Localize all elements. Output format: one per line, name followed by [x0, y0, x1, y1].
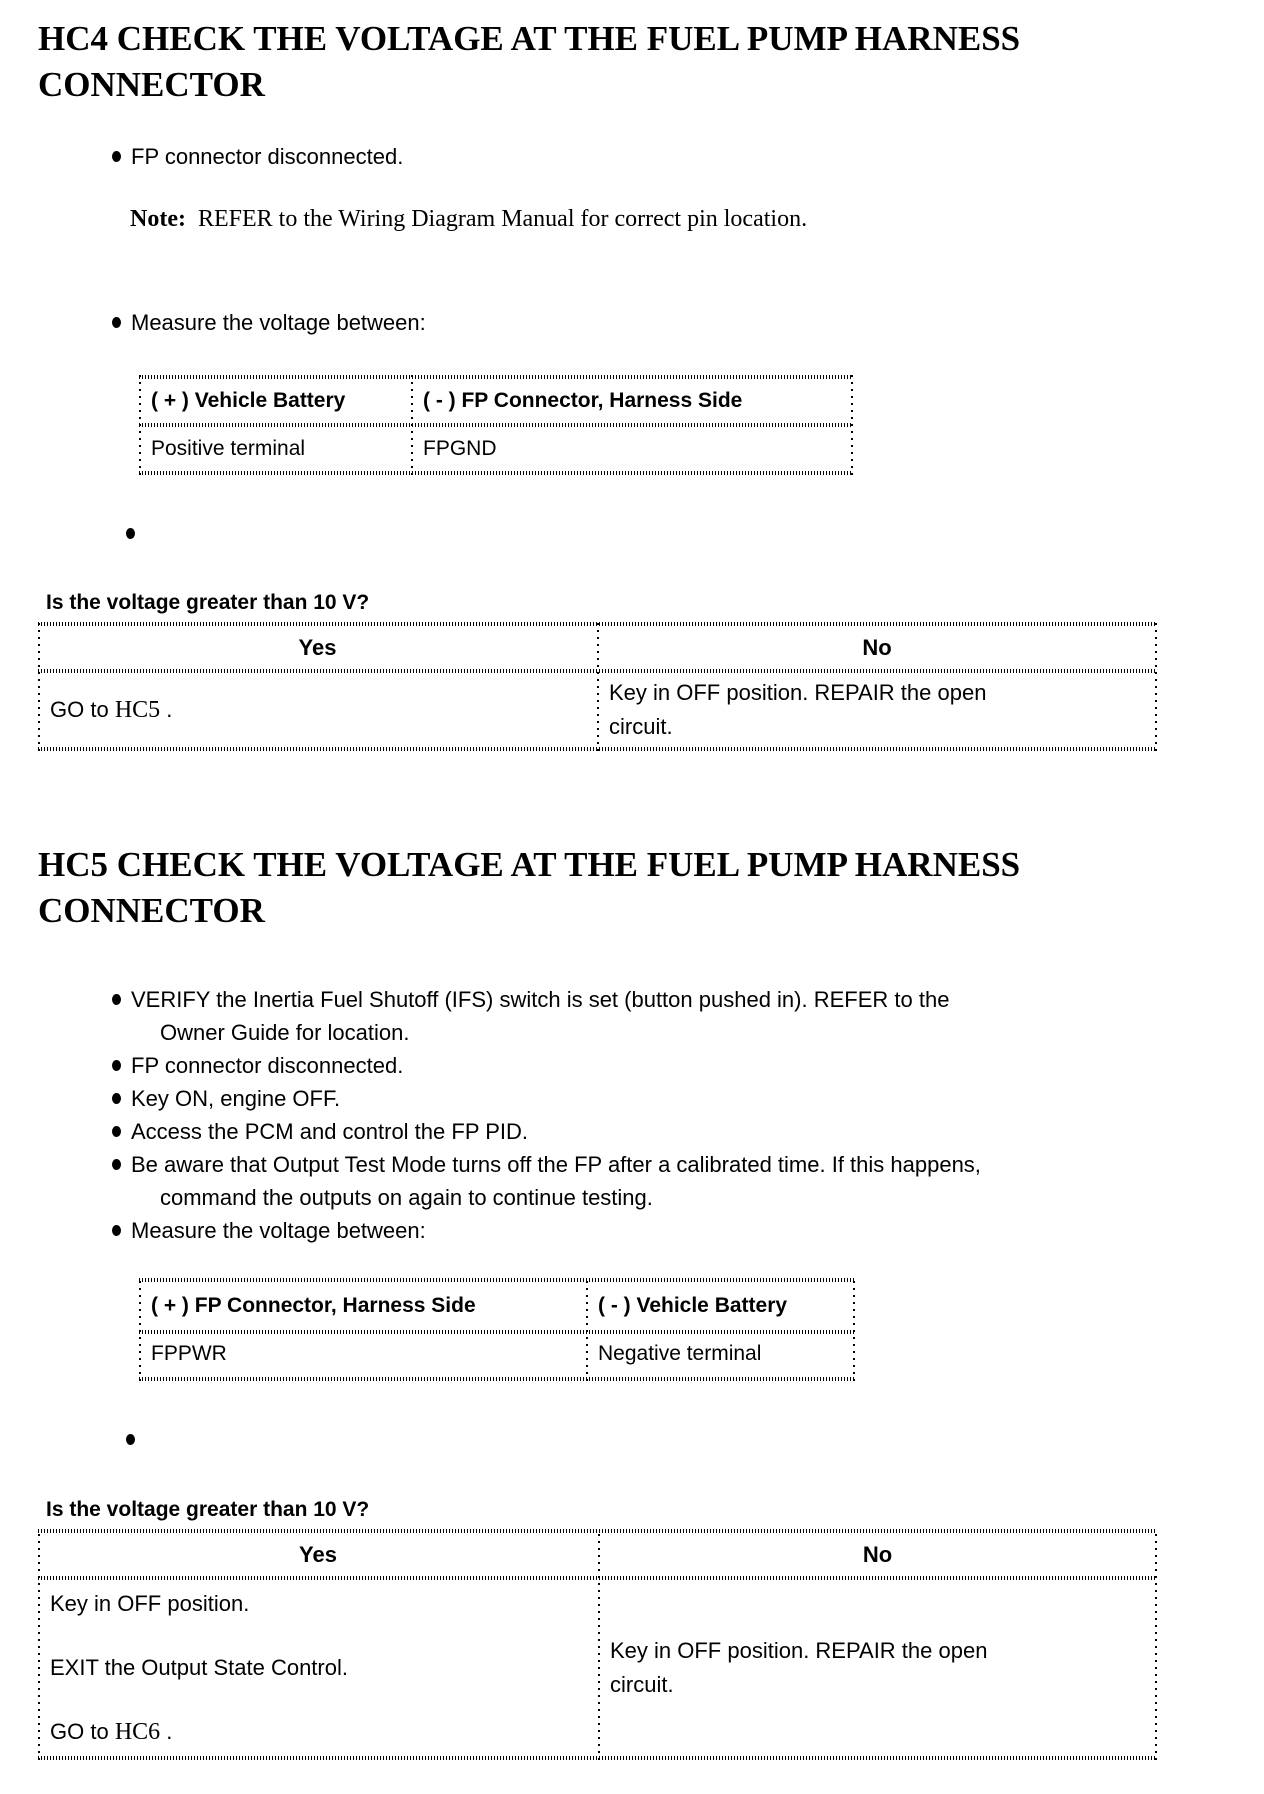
bullet-item	[112, 1115, 528, 1148]
bullet-list-hc5	[112, 983, 1212, 1253]
bullet-item-measure	[112, 306, 426, 339]
bullet-text: command the outputs on again to continue testing.	[160, 1184, 653, 1210]
bullet-icon	[126, 1434, 135, 1445]
table-border	[139, 1377, 855, 1381]
yes-column-header: Yes	[299, 1541, 337, 1567]
go-text: GO to	[50, 696, 109, 722]
measure-col1-value: Positive terminal	[151, 437, 306, 460]
question-hc4: Is the voltage greater than 10 V?	[46, 591, 370, 614]
question-hc5: Is the voltage greater than 10 V?	[46, 1498, 370, 1521]
bullet-text: Measure the voltage between:	[131, 309, 426, 335]
measure-col2-value: Negative terminal	[598, 1342, 762, 1365]
bullet-text: VERIFY the Inertia Fuel Shutoff (IFS) switch is set (button pushed in). REFER to the	[131, 986, 950, 1012]
hc5-link[interactable]: HC5	[114, 696, 161, 723]
bullet-item	[112, 1214, 426, 1247]
bullet-text: Access the PCM and control the FP PID.	[131, 1118, 528, 1144]
measure-col1-header: ( + ) FP Connector, Harness Side	[151, 1294, 476, 1317]
note-label: Note:	[130, 206, 186, 232]
bullet-text: FP connector disconnected.	[131, 143, 404, 169]
no-action-text	[610, 1634, 987, 1702]
bullet-wrap-line	[160, 1181, 653, 1214]
bullet-icon	[112, 317, 121, 328]
bullet-text: Be aware that Output Test Mode turns off the FP after a calibrated time. If this happens,	[131, 1151, 981, 1177]
table-border	[853, 1278, 855, 1381]
bullet-text: Owner Guide for location.	[160, 1019, 410, 1045]
bullet-icon	[112, 151, 121, 162]
table-border	[411, 375, 413, 475]
table-border	[139, 471, 853, 475]
table-border	[586, 1278, 588, 1381]
hc6-link[interactable]: HC6	[114, 1719, 161, 1745]
heading-line: CONNECTOR	[38, 65, 265, 104]
section-hc4-heading	[38, 16, 1020, 108]
bullet-icon	[112, 1225, 121, 1236]
table-border	[139, 1278, 855, 1282]
decision-table-hc5	[38, 1529, 1157, 1760]
yes-action-line: EXIT the Output State Control.	[50, 1655, 348, 1680]
measure-col2-value: FPGND	[423, 437, 497, 460]
table-border	[139, 375, 141, 475]
go-period: .	[166, 1719, 173, 1744]
yes-column-header: Yes	[298, 634, 337, 660]
bullet-wrap-line	[160, 1016, 409, 1049]
heading-line: CONNECTOR	[38, 891, 265, 930]
measure-col1-value: FPPWR	[151, 1342, 227, 1365]
go-period: .	[166, 696, 173, 722]
table-border	[139, 423, 853, 427]
bullet-item	[112, 1148, 981, 1181]
heading-line: HC5 CHECK THE VOLTAGE AT THE FUEL PUMP HARNESS	[38, 845, 1021, 884]
no-action-text	[609, 676, 986, 744]
heading-line: HC4 CHECK THE VOLTAGE AT THE FUEL PUMP HARNESS	[38, 19, 1021, 58]
bullet-item	[112, 983, 949, 1016]
no-action-line: Key in OFF position. REPAIR the open	[610, 1638, 988, 1663]
no-action-line: circuit.	[610, 1672, 674, 1697]
bullet-icon	[112, 1126, 121, 1137]
table-border	[139, 1278, 141, 1381]
bullet-item	[112, 1049, 403, 1082]
bullet-icon	[112, 994, 121, 1005]
measure-col2-header: ( - ) FP Connector, Harness Side	[423, 389, 743, 412]
no-action-cell	[598, 1580, 1157, 1756]
section-hc5-heading	[38, 842, 1020, 934]
measure-col1-header: ( + ) Vehicle Battery	[151, 389, 346, 412]
bullet-text: Key ON, engine OFF.	[131, 1085, 341, 1111]
bullet-text: FP connector disconnected.	[131, 1052, 404, 1078]
measure-table-hc5	[139, 1278, 855, 1381]
table-border	[851, 375, 853, 475]
yes-action-cell	[38, 1580, 598, 1756]
bullet-icon	[112, 1093, 121, 1104]
no-action-line: circuit.	[609, 714, 673, 739]
no-action-line: Key in OFF position. REPAIR the open	[609, 680, 987, 705]
measure-col2-header: ( - ) Vehicle Battery	[598, 1294, 788, 1317]
go-text: GO to	[50, 1719, 109, 1744]
no-column-header: No	[862, 1541, 893, 1567]
yes-action-cell	[38, 673, 597, 747]
bullet-text: Measure the voltage between:	[131, 1217, 426, 1243]
note-text: REFER to the Wiring Diagram Manual for correct pin location.	[197, 206, 808, 232]
measure-table-hc4	[139, 375, 853, 475]
note-line	[130, 206, 807, 233]
bullet-item-fp-disconnected	[112, 140, 403, 173]
go-line	[50, 1718, 172, 1746]
decision-table-hc4	[38, 622, 1157, 751]
no-column-header: No	[862, 634, 892, 660]
go-line	[50, 697, 172, 724]
bullet-icon	[112, 1159, 121, 1170]
bullet-item	[112, 1082, 340, 1115]
no-action-cell	[597, 673, 1157, 747]
yes-action-line: Key in OFF position.	[50, 1591, 250, 1616]
bullet-icon	[126, 528, 135, 539]
bullet-icon	[112, 1060, 121, 1071]
table-border	[139, 375, 853, 379]
